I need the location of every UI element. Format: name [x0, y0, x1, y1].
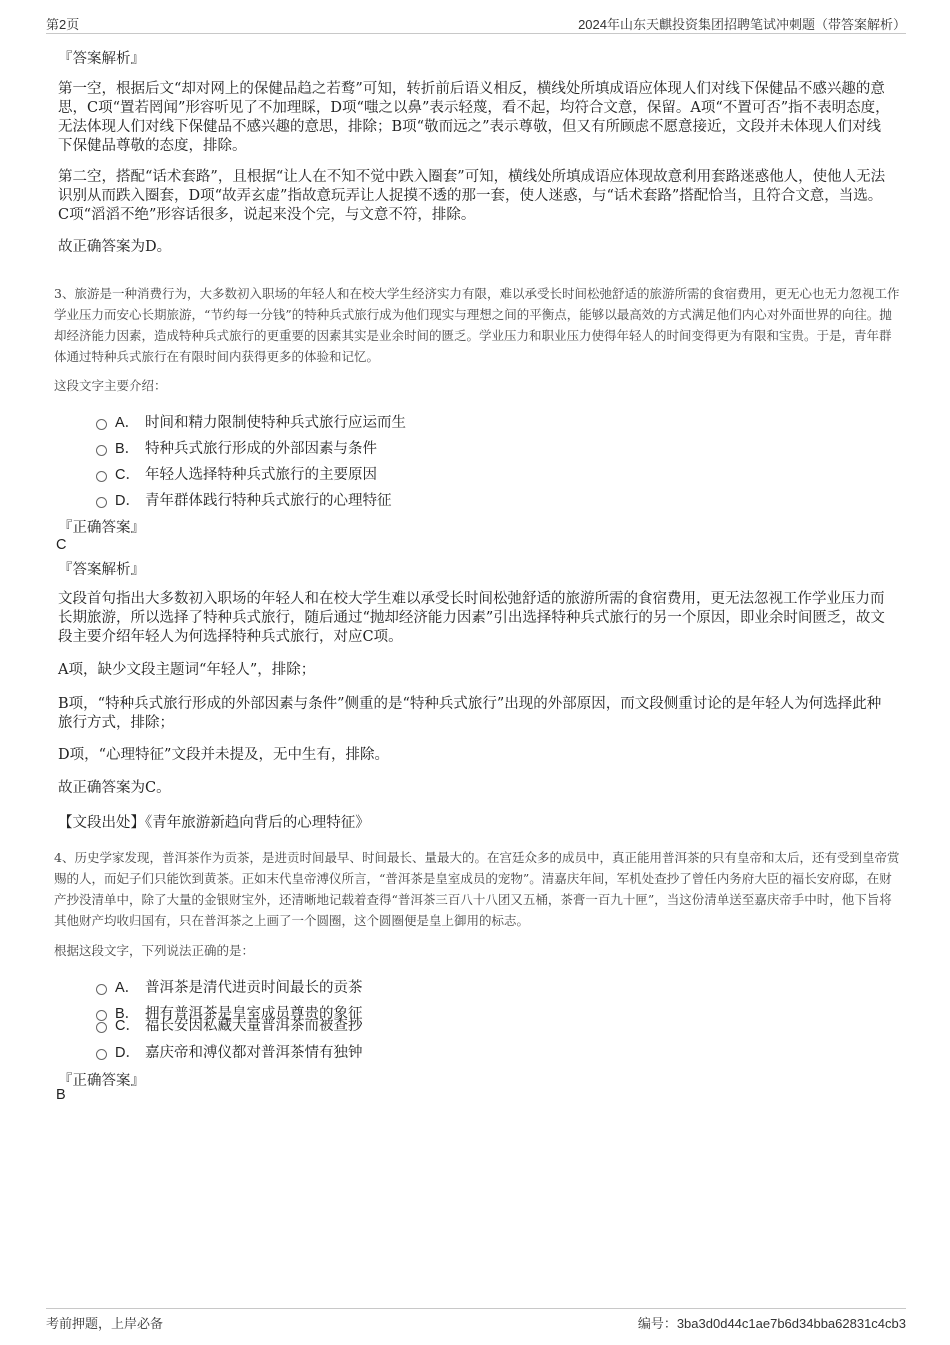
analysis-paragraph: 文段首句指出大多数初入职场的年轻人和在校大学生难以承受长时间松弛舒适的旅游所需的食宿费用，更无法忽视工作学业压力而长期旅游，所以选择了特种兵式旅行，随后通过“抛却经济能力因素”引出选择特种兵式旅行的另一个原因，即业余时间匮乏，故文段主要介绍年轻人为何选择特种兵式旅行，对应C项。: [58, 591, 885, 645]
analysis-conclusion: 故正确答案为D。: [58, 239, 172, 255]
analysis-paragraph: B项，“特种兵式旅行形成的外部因素与条件”侧重的是“特种兵式旅行”出现的外部原因，而文段侧重讨论的是年轻人为何选择此种旅行方式，排除；: [58, 696, 882, 731]
option-text: 年轻人选择特种兵式旅行的主要原因: [145, 467, 377, 483]
option-c[interactable]: [96, 463, 377, 484]
option-letter: B．: [115, 441, 140, 457]
analysis-paragraph: 第一空，根据后文“却对网上的保健品趋之若鹜”可知，转折前后语义相反，横线处所填成语应体现人们对线下保健品不感兴趣的意思，C项“置若罔闻”形容听见了不加理睬，D项“嗤之以鼻”表示轻蔑，看不起，均符合文意，保留。A项“不置可否”指不表明态度，无法体现人们对线下保健品不感兴趣的意思，排除；B项“敬而远之”表示尊敬，但又有所顾虑不愿意接近，文段并未体现人们对线下保健品尊敬的态度，排除。: [58, 81, 890, 154]
document-title: 2024年山东天麒投资集团招聘笔试冲刺题（带答案解析）: [578, 17, 906, 32]
analysis-paragraph: 第二空，搭配“话术套路”，且根据“让人在不知不觉中跌入圈套”可知，横线处所填成语应体现故意利用套路迷惑他人，使他人无法识别从而跌入圈套，D项“故弄玄虚”指故意玩弄让人捉摸不透的那一套，使人迷惑，与“话术套路”搭配恰当，且符合文意，当选。C项“滔滔不绝”形容话很多，说起来没个完，与文意不符，排除。: [58, 169, 886, 223]
page-number: 第2页: [46, 17, 80, 32]
radio-button[interactable]: [96, 497, 107, 508]
analysis-conclusion: 故正确答案为C。: [58, 780, 171, 796]
analysis-label: 『答案解析』: [58, 51, 145, 67]
radio-button[interactable]: [96, 445, 107, 456]
option-a[interactable]: [96, 976, 363, 997]
question-stem: 4、历史学家发现，普洱茶作为贡茶，是进贡时间最早、时间最长、量最大的。在宫廷众多的成员中，真正能用普洱茶的只有皇帝和太后，还有受到皇帝赏赐的人，而妃子们只能饮到黄茶。正如末代皇帝溥仪所言，“普洱茶是皇室成员的宠物”。清嘉庆年间，军机处查抄了曾任内务府大臣的福长安府邸，在财产抄没清单中，除了大量的金银财宝外，还清晰地记载着查得“普洱茶三百八十八团又五桶，茶膏一百九十匣”，当这份清单送至嘉庆帝手中时，他下旨将其他财产均收归国有，只在普洱茶之上画了一个圆圈，这个圆圈便是皇上御用的标志。: [54, 850, 900, 928]
option-text: 拥有普洱茶是皇室成员尊贵的象征: [145, 1006, 363, 1022]
option-c[interactable]: [96, 1014, 363, 1035]
radio-button[interactable]: [96, 1022, 107, 1033]
option-text: 特种兵式旅行形成的外部因素与条件: [145, 441, 377, 457]
source-citation: 【文段出处】《青年旅游新趋向背后的心理特征》: [58, 815, 370, 831]
analysis-paragraph: A项，缺少文段主题词“年轻人”，排除；: [58, 662, 316, 678]
option-letter: A．: [115, 980, 140, 996]
question-prompt: 这段文字主要介绍：: [54, 378, 167, 393]
footer-slogan: 考前押题，上岸必备: [46, 1316, 164, 1331]
option-d[interactable]: [96, 1041, 363, 1062]
document-id: 编号：3ba3d0d44c1ae7b6d34bba62831c4cb3: [637, 1316, 906, 1331]
question-stem: 3、旅游是一种消费行为，大多数初入职场的年轻人和在校大学生经济实力有限，难以承受长时间松弛舒适的旅游所需的食宿费用，更无心也无力忽视工作学业压力而安心长期旅游，“节约每一分钱”的特种兵式旅行成为他们现实与理想之间的平衡点，能够以最高效的方式满足他们内心对外面世界的向往。抛却经济能力因素，造成特种兵式旅行的更重要的因素其实是业余时间的匮乏。学业压力和职业压力使得年轻人的时间变得更为有限和宝贵。于是，青年群体通过特种兵式旅行在有限时间内获得更多的体验和记忆。: [54, 286, 900, 364]
radio-button[interactable]: [96, 419, 107, 430]
radio-button[interactable]: [96, 984, 107, 995]
option-d[interactable]: [96, 489, 392, 510]
option-letter: B．: [115, 1006, 140, 1022]
option-b[interactable]: [96, 437, 377, 458]
answer-label: 『正确答案』: [58, 1073, 145, 1089]
option-letter: D．: [115, 1045, 140, 1061]
analysis-label: 『答案解析』: [58, 562, 145, 578]
option-text: 福长安因私藏大量普洱茶而被查抄: [145, 1018, 363, 1034]
option-letter: C．: [115, 1018, 140, 1034]
option-letter: D．: [115, 493, 140, 509]
option-text: 时间和精力限制使特种兵式旅行应运而生: [145, 415, 406, 431]
question-prompt: 根据这段文字，下列说法正确的是：: [54, 943, 255, 958]
correct-answer: B: [56, 1087, 66, 1103]
analysis-paragraph: D项，“心理特征”文段并未提及，无中生有，排除。: [58, 747, 389, 763]
option-text: 嘉庆帝和溥仪都对普洱茶情有独钟: [145, 1045, 363, 1061]
correct-answer: C: [56, 537, 67, 553]
radio-button[interactable]: [96, 471, 107, 482]
option-text: 普洱茶是清代进贡时间最长的贡茶: [145, 980, 363, 996]
header-divider: [46, 33, 906, 34]
radio-button[interactable]: [96, 1049, 107, 1060]
option-text: 青年群体践行特种兵式旅行的心理特征: [145, 493, 392, 509]
option-letter: A．: [115, 415, 140, 431]
answer-label: 『正确答案』: [58, 520, 145, 536]
option-letter: C．: [115, 467, 140, 483]
option-a[interactable]: [96, 411, 406, 432]
footer-divider: [46, 1308, 906, 1309]
